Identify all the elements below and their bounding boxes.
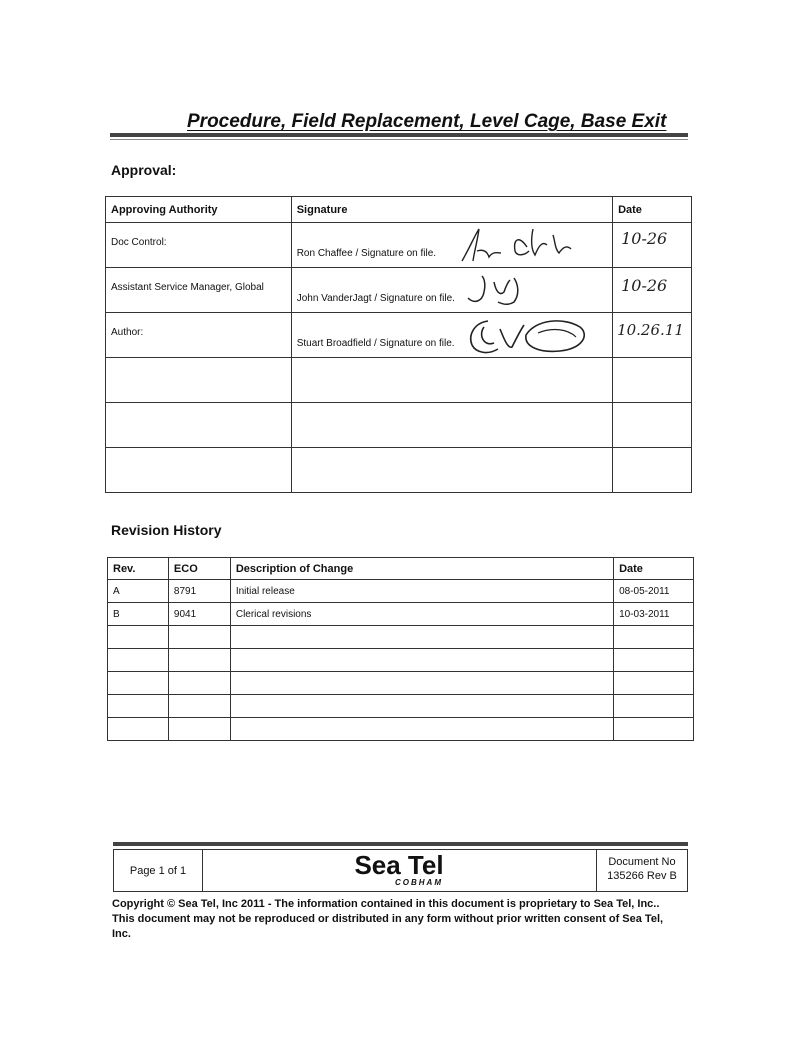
authority-cell: Author: — [106, 313, 292, 358]
table-row — [106, 448, 692, 493]
handwritten-date: 10.26.11 — [617, 321, 684, 339]
copyright-notice: Copyright © Sea Tel, Inc 2011 - The information contained in this document is proprietary to Sea Tel, Inc.. This document may not be reproduced or distributed in any form without prior written consent of Sea Tel, Inc. — [112, 898, 664, 940]
brand-logo — [202, 850, 597, 891]
table-row — [108, 718, 694, 741]
signature-cell — [291, 358, 612, 403]
page-number: Page 1 of 1 — [114, 850, 203, 891]
table-row — [108, 649, 694, 672]
table-row — [108, 580, 694, 603]
date-cell — [613, 223, 692, 268]
signature-cell — [291, 313, 612, 358]
revision-history-heading: Revision History — [111, 522, 222, 538]
authority-cell: Doc Control: — [106, 223, 292, 268]
table-row — [108, 695, 694, 718]
col-date: Date — [613, 197, 692, 223]
document-number — [597, 850, 687, 891]
signature-text: Ron Chaffee / Signature on file. — [296, 248, 437, 259]
col-description: Description of Change — [230, 558, 613, 580]
table-row — [106, 358, 692, 403]
eco-cell: 9041 — [168, 603, 230, 626]
eco-cell: 8791 — [168, 580, 230, 603]
signature-text: John VanderJagt / Signature on file. — [296, 293, 455, 304]
handwritten-signature — [457, 225, 577, 265]
signature-cell — [291, 403, 612, 448]
handwritten-date: 10-26 — [621, 276, 668, 295]
date-cell — [613, 358, 692, 403]
col-signature: Signature — [291, 197, 612, 223]
table-row — [106, 268, 692, 313]
col-date: Date — [614, 558, 694, 580]
col-rev: Rev. — [108, 558, 169, 580]
table-row — [108, 626, 694, 649]
date-cell — [613, 313, 692, 358]
approval-table — [105, 196, 692, 493]
date-cell — [613, 448, 692, 493]
authority-cell: Assistant Service Manager, Global — [106, 268, 292, 313]
authority-cell — [106, 448, 292, 493]
signature-cell — [291, 268, 612, 313]
title-rule-thin — [110, 139, 688, 140]
handwritten-signature — [464, 313, 592, 357]
approval-header-row — [106, 197, 692, 223]
rev-cell: A — [108, 580, 169, 603]
brand-sub: COBHAM — [395, 878, 443, 887]
authority-cell — [106, 358, 292, 403]
table-row — [108, 603, 694, 626]
date-cell: 10-03-2011 — [614, 603, 694, 626]
signature-cell — [291, 223, 612, 268]
rev-cell: B — [108, 603, 169, 626]
doc-no-value: 135266 Rev B — [607, 870, 677, 882]
date-cell — [613, 268, 692, 313]
description-cell: Clerical revisions — [230, 603, 613, 626]
table-row — [108, 672, 694, 695]
footer-rule — [113, 842, 688, 846]
table-row — [106, 313, 692, 358]
handwritten-date: 10-26 — [621, 229, 668, 248]
table-row — [106, 223, 692, 268]
document-title: Procedure, Field Replacement, Level Cage, Base Exit — [187, 111, 667, 132]
doc-no-label: Document No — [608, 856, 676, 868]
footer-box — [113, 849, 688, 892]
table-row — [106, 403, 692, 448]
revision-header-row — [108, 558, 694, 580]
date-cell — [613, 403, 692, 448]
handwritten-signature — [462, 272, 542, 308]
col-approving-authority: Approving Authority — [106, 197, 292, 223]
col-eco: ECO — [168, 558, 230, 580]
description-cell: Initial release — [230, 580, 613, 603]
signature-text: Stuart Broadfield / Signature on file. — [296, 338, 455, 349]
approval-heading: Approval: — [111, 162, 177, 178]
signature-cell — [291, 448, 612, 493]
brand-name: Sea Tel — [354, 850, 444, 880]
authority-cell — [106, 403, 292, 448]
revision-table — [107, 557, 694, 741]
date-cell: 08-05-2011 — [614, 580, 694, 603]
title-rule — [110, 133, 688, 137]
